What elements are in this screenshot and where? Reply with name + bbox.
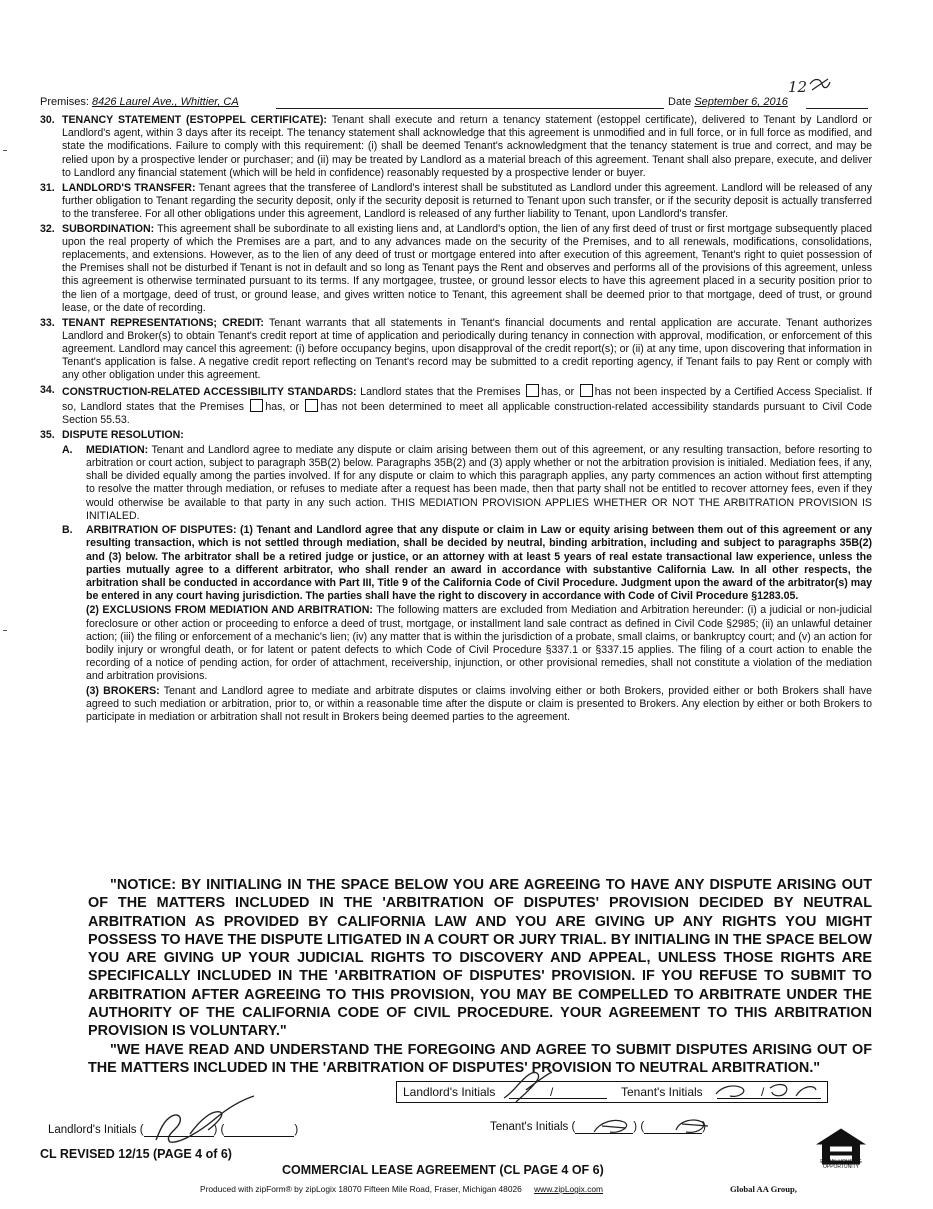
has-not-inspected-checkbox[interactable]	[580, 384, 593, 397]
section-35a	[40, 444, 872, 523]
section-31	[40, 182, 872, 222]
form-title: COMMERCIAL LEASE AGREEMENT (CL PAGE 4 OF 6)	[282, 1163, 604, 1177]
section-35	[40, 429, 872, 442]
subsection-letter: A.	[62, 443, 73, 456]
has-not-met-standards-checkbox[interactable]	[305, 399, 318, 412]
section-text: This agreement shall be subordinate to all existing liens and, at Landlord's option, the lien of any first deed of trust or first mortgage subsequently placed upon the real property of which the Premises are a part, and to any advances made on the security of the Premises, and to all renewals, modifications, consolidations, replacements, and extensions. However, as to the lien of any deed of trust or mortgage entered into after execution of this agreement, Tenant's right to quiet possession of the Premises shall not be disturbed if Tenant is not in default and so long as Tenant pays the Rent and observes and performs all of the provisions of this agreement, unless this agreement is otherwise terminated pursuant to its terms. If any mortgagee, trustee, or ground lessor elects to have this agreement placed in a security position prior to the lien of a mortgage, deed of trust, or ground lease, and gives written notice to Tenant, this agreement shall be deemed prior to that mortgage, deed of trust, or ground lease, or the date of recording.	[62, 222, 873, 314]
landlord-initials-close: )	[294, 1124, 299, 1136]
tenant-initials-separator: ) (	[633, 1121, 645, 1133]
landlord-initials-signature	[150, 1090, 260, 1150]
producer-text: Produced with zipForm® by zipLogix 18070 Fifteen Mile Road, Fraser, Michigan 48026	[200, 1184, 522, 1194]
subsection-text: Tenant and Landlord agree to mediate and arbitrate disputes or claims involving either or both Brokers, provided either or both Brokers shall have agreed to such mediation or arbitration, prior to, or within a reasonable time after the dispute or claim is presented to Brokers. Any election by either or both Brokers to participate in mediation or arbitration shall not result in Brokers being deemed parties to the agreement.	[86, 684, 872, 723]
section-title: SUBORDINATION:	[62, 222, 155, 235]
date-value: September 6, 2016	[694, 96, 788, 108]
section-title: LANDLORD'S TRANSFER:	[62, 181, 196, 194]
subsection-title: (2) EXCLUSIONS FROM MEDIATION AND ARBITRATION:	[86, 604, 373, 617]
arbitration-notice	[88, 876, 872, 1077]
lease-body	[40, 114, 872, 725]
section-33	[40, 317, 872, 383]
tenant-initials-signature	[590, 1114, 730, 1140]
tenant-initials-label: Tenant's Initials (	[490, 1121, 576, 1133]
initials-separator: /	[550, 1085, 554, 1099]
section-title: TENANT REPRESENTATIONS; CREDIT:	[62, 316, 264, 329]
notice-paragraph-2: "WE HAVE READ AND UNDERSTAND THE FOREGOING AND AGREE TO SUBMIT DISPUTES ARISING OUT OF THE MATTERS INCLUDED IN THE 'ARBITRATION OF DISPUTES' PROVISION TO NEUTRAL ARBITRATION."	[88, 1041, 872, 1076]
section-text: Tenant shall execute and return a tenancy statement (estoppel certificate), delivered to Tenant by Landlord or Landlord's agent, within 3 days after its receipt. The tenancy statement shall acknowledge that this agreement is unmodified and in full force, or in full force as modified, and state the modifications. Failure to comply with this requirement: (i) shall be deemed Tenant's acknowledgment that the tenancy statement is true and correct, and may be relied upon by a prospective lender or purchaser; and (ii) may be treated by Landlord as a material breach of this agreement. Tenant shall also prepare, execute, and deliver to Landlord any financial statement (which will be held in confidence) reasonably requested by a prospective lender or buyer.	[62, 114, 872, 179]
section-32	[40, 223, 872, 315]
section-35b	[40, 524, 872, 603]
subsection-title: MEDIATION:	[86, 443, 149, 456]
has-inspected-checkbox[interactable]	[526, 384, 539, 397]
date-underline	[806, 108, 868, 109]
section-text: Tenant warrants that all statements in Tenant's financial documents and rental application are accurate. Tenant authorizes Landlord and Broker(s) to obtain Tenant's credit report at time of application and periodically during tenancy in connection with approval, modification, or enforcement of this agreement. Landlord may cancel this agreement: (i) before occupancy begins, upon disapproval of the credit report(s); or (ii) at any time, upon discovering that information in Tenant's application is false. A negative credit report reflecting on Tenant's record may be submitted to a credit reporting agency, if Tenant fails to pay Rent or comply with any other obligation under this agreement.	[62, 316, 873, 382]
handwritten-date-correction: 12	[788, 78, 808, 96]
notice-paragraph-1: "NOTICE: BY INITIALING IN THE SPACE BELOW YOU ARE AGREEING TO HAVE ANY DISPUTE ARISING OUT OF THE MATTERS INCLUDED IN THE 'ARBITRATION OF DISPUTES' PROVISION DECIDED BY NEUTRAL ARBITRATION AS PROVIDED BY CALIFORNIA LAW AND YOU ARE GIVING UP ANY RIGHTS YOU MIGHT POSSESS TO HAVE THE DISPUTE LITIGATED IN A COURT OR JURY TRIAL. BY INITIALING IN THE SPACE BELOW YOU ARE GIVING UP YOUR JUDICIAL RIGHTS TO DISCOVERY AND APPEAL, UNLESS THOSE RIGHTS ARE SPECIFICALLY INCLUDED IN THE 'ARBITRATION OF DISPUTES' PROVISION. IF YOU REFUSE TO SUBMIT TO ARBITRATION AFTER AGREEING TO THIS PROVISION, YOU MAY BE COMPELLED TO ARBITRATE UNDER THE AUTHORITY OF THE CALIFORNIA CODE OF CIVIL PROCEDURE. YOUR AGREEMENT TO THIS ARBITRATION PROVISION IS VOLUNTARY."	[88, 877, 872, 1040]
section-35b3	[40, 685, 872, 725]
checkbox-label: has not been inspected by a Certified Access Specialist. If so, Landlord states that the Premises	[62, 386, 872, 414]
section-35b2	[40, 604, 872, 683]
client-name: Global AA Group,	[730, 1184, 797, 1194]
section-30	[40, 114, 872, 180]
section-number: 33.	[40, 316, 55, 329]
landlord-initials-label: Landlord's Initials (	[48, 1124, 144, 1136]
subsection-text: The following matters are excluded from Mediation and Arbitration hereunder: (i) a judicial or non-judicial foreclosure or other action or proceeding to enforce a deed of trust, mortgage, or installment land sale contract as defined in Civil Code §2985; (ii) an unlawful detainer action; (iii) the filing or enforcement of a mechanic's lien; (iv) any matter that is within the jurisdiction of a probate, small claims, or bankruptcy court; and (v) an action for bodily injury or wrongful death, or for latent or patent defects to which Code of Civil Procedure §337.1 or §337.15 applies. The filing of a court action to enable the recording of a notice of pending action, for order of attachment, receivership, injunction, or other provisional remedies, shall not constitute a violation of the mediation and arbitration provisions.	[86, 604, 872, 683]
tenant-box-initials-signature	[712, 1078, 822, 1104]
tenant-initials-close: )	[702, 1121, 706, 1133]
section-title: TENANCY STATEMENT (ESTOPPEL CERTIFICATE):	[62, 114, 327, 126]
subsection-text: ARBITRATION OF DISPUTES: (1) Tenant and Landlord agree that any dispute or claim in Law or equity arising between them out of this agreement or any resulting transaction, which is not settled through mediation, shall be decided by neutral, binding arbitration, including and subject to paragraphs 35B(2) and (3) below. The arbitrator shall be a retired judge or justice, or an attorney with at least 5 years of real estate transactional law experience, unless the parties mutually agree to a different arbitrator, who shall render an award in accordance with substantive California Law. In all other respects, the arbitration shall be conducted in accordance with Part III, Title 9 of the California Code of Civil Procedure. Judgment upon the award of the arbitrator(s) may be entered in any court having jurisdiction. The parties shall have the right to discovery in accordance with Code of Civil Procedure §1283.05.	[86, 524, 872, 603]
equal-housing-text: EQUAL HOUSING OPPORTUNITY	[820, 1159, 862, 1171]
revision-label: CL REVISED 12/15 (PAGE 4 of 6)	[40, 1147, 232, 1161]
subsection-text: Tenant and Landlord agree to mediate any dispute or claim arising between them out of this agreement, or any resulting transaction, before resorting to arbitration or court action, subject to paragraph 35B(2) below. Paragraphs 35B(2) and (3) apply whether or not the arbitration provision is initialed. Mediation fees, if any, shall be divided equally among the parties involved. If for any dispute or claim to which this paragraph applies, any party commences an action without first attempting to resolve the matter through mediation, or refuses to mediate after a request has been made, then that party shall not be entitled to recover attorney fees, even if they would otherwise be available to that party in any such action. THIS MEDIATION PROVISION APPLIES WHETHER OR NOT THE ARBITRATION PROVISION IS INITIALED.	[86, 443, 872, 522]
section-number: 34.	[40, 384, 55, 397]
subsection-letter: B.	[62, 524, 73, 537]
checkbox-label: has, or	[541, 386, 575, 399]
premises-underline	[276, 108, 664, 109]
premises-label: Premises:	[40, 96, 89, 108]
has-met-standards-checkbox[interactable]	[250, 399, 263, 412]
section-number: 30.	[40, 114, 55, 126]
section-number: 32.	[40, 222, 55, 235]
section-number: 31.	[40, 181, 55, 194]
scan-mark	[3, 150, 7, 151]
producer-line	[200, 1184, 603, 1194]
checkbox-label: has not been determined to meet all applicable construction-related accessibility standards pursuant to Civil Code Section 55.53.	[62, 401, 872, 427]
date-line	[668, 96, 788, 108]
scan-mark	[3, 630, 7, 631]
landlord-box-initials-signature	[500, 1068, 560, 1106]
section-text: Tenant agrees that the transferee of Landlord's interest shall be substituted as Landlord under this agreement. Landlord will be released of any further obligation to Tenant regarding the security deposit, only if the security deposit is returned to Tenant upon such transfer, or if the security deposit is actually transferred to the transferee. For all other obligations under this agreement, Landlord is released of any further liability to Tenant, upon Landlord's transfer.	[62, 181, 873, 220]
date-label: Date	[668, 96, 692, 108]
landlord-initials-separator: ) (	[213, 1124, 225, 1136]
section-number: 35.	[40, 429, 55, 442]
initials-separator: /	[761, 1085, 765, 1099]
handwritten-scribble	[808, 76, 832, 94]
section-title: DISPUTE RESOLUTION:	[62, 429, 184, 442]
section-title: CONSTRUCTION-RELATED ACCESSIBILITY STANDARDS:	[62, 386, 357, 399]
subsection-title: (3) BROKERS:	[86, 684, 160, 697]
checkbox-label: has, or	[265, 401, 300, 414]
section-34	[40, 384, 872, 428]
section-text: Landlord states that the Premises	[360, 386, 521, 399]
box-tenant-initials-label: Tenant's Initials	[621, 1085, 703, 1099]
box-landlord-initials-label: Landlord's Initials	[403, 1085, 496, 1099]
premises-value: 8426 Laurel Ave., Whittier, CA	[91, 96, 239, 108]
producer-link[interactable]: www.zipLogix.com	[534, 1184, 604, 1194]
